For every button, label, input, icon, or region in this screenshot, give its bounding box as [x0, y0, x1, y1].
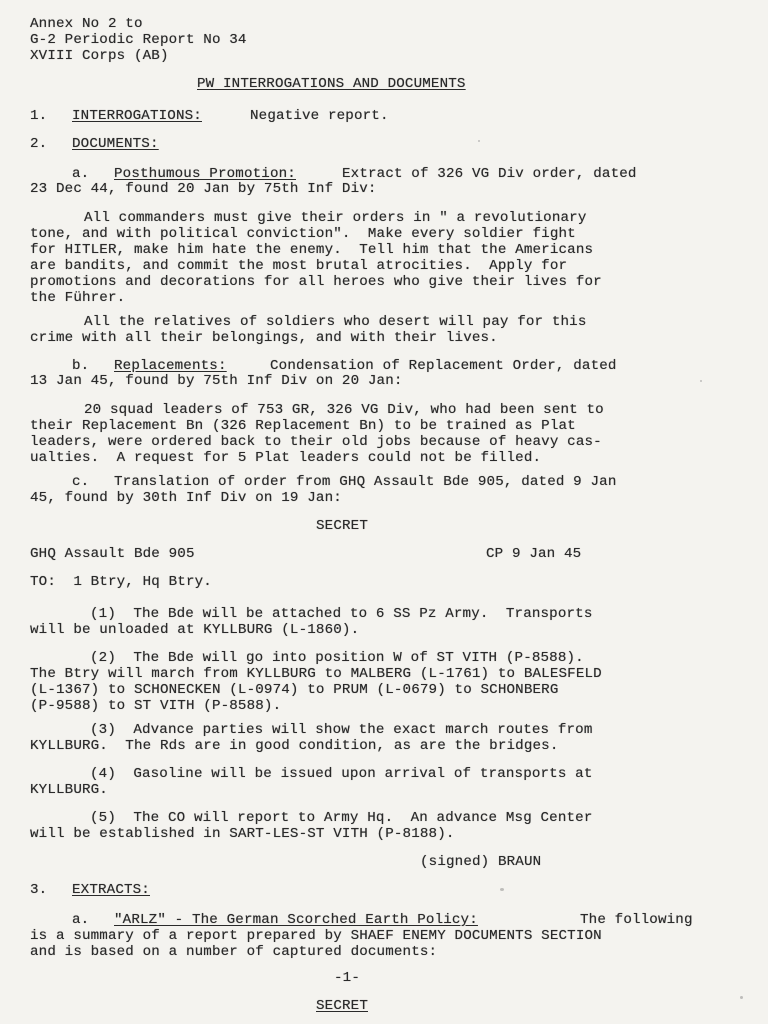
order-item-line: (4) Gasoline will be issued upon arrival of transports at [90, 766, 593, 782]
section3a-line: is a summary of a report prepared by SHAEF ENEMY DOCUMENTS SECTION [30, 928, 602, 944]
page-number: -1- [334, 970, 360, 986]
header-corps: XVIII Corps (AB) [30, 48, 169, 64]
order-to: TO: 1 Btry, Hq Btry. [30, 574, 212, 590]
scan-speck [500, 888, 504, 891]
page-title: PW INTERROGATIONS AND DOCUMENTS [197, 76, 466, 92]
section2a-heading: Posthumous Promotion: [114, 166, 296, 182]
order-item-line: The Btry will march from KYLLBURG to MALBERG (L-1761) to BALESFELD [30, 666, 602, 682]
order-item-line: (3) Advance parties will show the exact march routes from [90, 722, 593, 738]
section3a-line: and is based on a number of captured documents: [30, 944, 438, 960]
section2b-para-line: 20 squad leaders of 753 GR, 326 VG Div, who had been sent to [84, 402, 604, 418]
section2-heading: DOCUMENTS: [72, 136, 159, 152]
section2c-label: c. [72, 474, 90, 490]
section2a-para1-line: the Führer. [30, 290, 126, 306]
order-cp: CP 9 Jan 45 [486, 546, 582, 562]
section2b-line: 13 Jan 45, found by 75th Inf Div on 20 Jan: [30, 373, 403, 389]
order-item-line: will be established in SART-LES-ST VITH (P-8188). [30, 826, 455, 842]
footer-classification: SECRET [316, 998, 368, 1014]
order-signature: (signed) BRAUN [420, 854, 542, 870]
section2a-para1-line: are bandits, and commit the most brutal atrocities. Apply for [30, 258, 568, 274]
section2b-line: Condensation of Replacement Order, dated [270, 358, 617, 374]
order-item-line: (2) The Bde will go into position W of ST VITH (P-8588). [90, 650, 584, 666]
order-item-line: (1) The Bde will be attached to 6 SS Pz Army. Transports [90, 606, 593, 622]
order-item-line: will be unloaded at KYLLBURG (L-1860). [30, 622, 360, 638]
scan-speck [740, 996, 743, 999]
section1-heading: INTERROGATIONS: [72, 108, 202, 124]
order-from: GHQ Assault Bde 905 [30, 546, 195, 562]
section2a-para1-line: for HITLER, make him hate the enemy. Tell him that the Americans [30, 242, 594, 258]
section2a-para2-line: crime with all their belongings, and with their lives. [30, 330, 498, 346]
section2b-heading: Replacements: [114, 358, 227, 374]
section2-number: 2. [30, 136, 48, 152]
order-classification: SECRET [316, 518, 368, 534]
section2a-para2-line: All the relatives of soldiers who desert will pay for this [84, 314, 587, 330]
section2a-line: 23 Dec 44, found 20 Jan by 75th Inf Div: [30, 181, 377, 197]
order-item-line: KYLLBURG. [30, 782, 108, 798]
section2c-line: Translation of order from GHQ Assault Bde 905, dated 9 Jan [114, 474, 617, 490]
section2a-line: Extract of 326 VG Div order, dated [342, 166, 637, 182]
scan-speck [700, 380, 702, 382]
section2c-line: 45, found by 30th Inf Div on 19 Jan: [30, 490, 342, 506]
order-item-line: KYLLBURG. The Rds are in good condition, as are the bridges. [30, 738, 559, 754]
order-item-line: (5) The CO will report to Army Hq. An advance Msg Center [90, 810, 593, 826]
section2a-para1-line: tone, and with political conviction". Make every soldier fight [30, 226, 576, 242]
section3a-heading: "ARLZ" - The German Scorched Earth Policy: [114, 912, 478, 928]
section2b-para-line: ualties. A request for 5 Plat leaders could not be filled. [30, 450, 542, 466]
order-item-line: (L-1367) to SCHONECKEN (L-0974) to PRUM (L-0679) to SCHONBERG [30, 682, 559, 698]
scan-speck [478, 140, 480, 142]
section3-number: 3. [30, 882, 48, 898]
section2a-label: a. [72, 166, 90, 182]
header-annex: Annex No 2 to [30, 16, 143, 32]
section3a-label: a. [72, 912, 90, 928]
section2a-para1-line: All commanders must give their orders in " a revolutionary [84, 210, 587, 226]
section3a-line: The following [580, 912, 693, 928]
section1-number: 1. [30, 108, 48, 124]
section3-heading: EXTRACTS: [72, 882, 150, 898]
section2b-label: b. [72, 358, 90, 374]
header-report: G-2 Periodic Report No 34 [30, 32, 247, 48]
section2b-para-line: their Replacement Bn (326 Replacement Bn) to be trained as Plat [30, 418, 576, 434]
order-item-line: (P-9588) to ST VITH (P-8588). [30, 698, 282, 714]
section2b-para-line: leaders, were ordered back to their old jobs because of heavy cas- [30, 434, 602, 450]
section2a-para1-line: promotions and decorations for all heroes who give their lives for [30, 274, 602, 290]
section1-text: Negative report. [250, 108, 389, 124]
